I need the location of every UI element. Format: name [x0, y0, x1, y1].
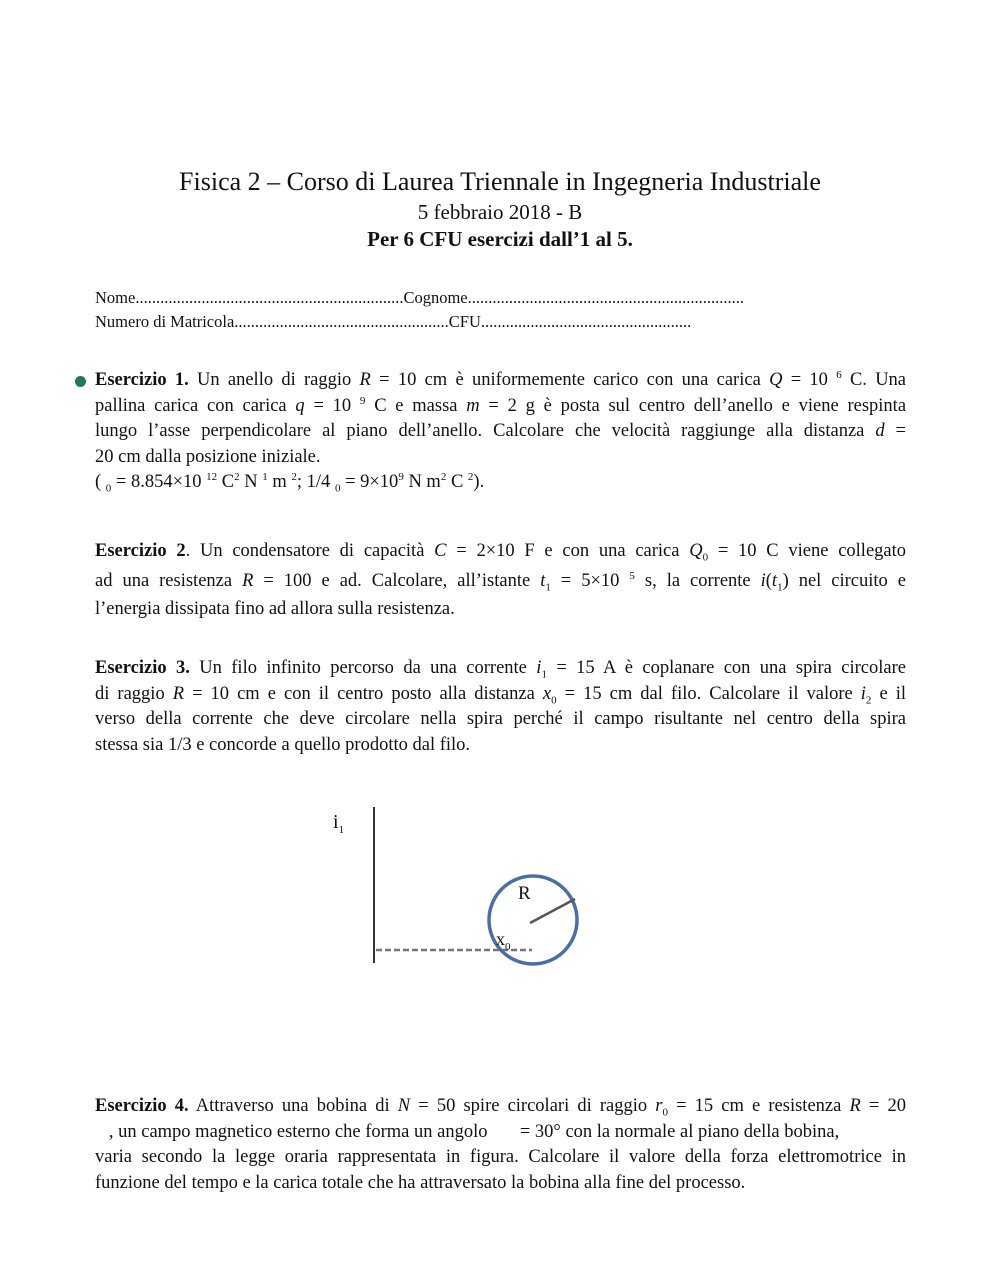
exam-date: 5 febbraio 2018 - B — [417, 200, 583, 224]
cfu-label: CFU — [448, 312, 481, 331]
wire-current-label: $i_1$ — [333, 811, 345, 836]
exercise-2 — [95, 536, 906, 622]
ex3-line-3: verso della corrente che deve circolare nella spira perché il campo risultante nel centro della spira — [95, 709, 906, 729]
matricola-label: Numero di Matricola — [95, 312, 235, 331]
page-title: Fisica 2 – Corso di Laurea Triennale in Ingegneria Industriale — [179, 167, 821, 196]
exercise-4 — [95, 1094, 906, 1196]
ex4-line-1: Esercizio 4. Attraverso una bobina di N = 50 spire circolari di raggio $r_0 = 15$ cm e resistenza R = 20 — [95, 1096, 906, 1119]
wire-loop-figure — [320, 795, 600, 980]
distance-label: $x_0$ — [496, 929, 511, 953]
cfu-note: Per 6 CFU esercizi dall’1 al 5. — [367, 227, 633, 251]
exercise-3 — [95, 656, 906, 758]
ex3-line-1: Esercizio 3. Un filo infinito percorso da una corrente $i_1 = 15$ A è coplanare con una spira circolare — [95, 658, 906, 681]
matricola-cfu-line — [95, 312, 691, 332]
ex2-line-2: ad una resistenza R = 100 e ad. Calcolare, all’istante $t_1 = 5\times 10$ $^5$ s, la corrente $i(t_1)$ nel circuito e — [95, 569, 906, 594]
ex3-line-2: di raggio R = 10 cm e con il centro posto alla distanza $x_0 = 15$ cm dal filo. Calcolare il valore $i_2$ e il — [95, 683, 906, 707]
matricola-field[interactable]: .................................................... — [234, 312, 449, 331]
ex4-line-4: funzione del tempo e la carica totale che ha attraversato la bobina alla fine del processo. — [95, 1172, 746, 1193]
ex2-line-1: Esercizio 2. Un condensatore di capacità C = 2×10 F e con una carica $Q_0 = 10$ C viene collegato — [95, 541, 907, 564]
bullet-icon — [75, 376, 86, 387]
radius-label: R — [518, 883, 531, 904]
ex1-line-3: lungo l’asse perpendicolare al piano dell’anello. Calcolare che velocità raggiunge alla distanza d = — [95, 421, 906, 441]
ex1-constants: ( $_0$ = 8.854×10 $^{12}$ $C^2$ N $^1$ m $^2$; 1/4 $_0 = 9\times 10^9$ N $m^2$ C $^2$). — [95, 470, 485, 495]
nome-field[interactable]: ................................................................. — [135, 288, 404, 307]
ex1-line-1: Esercizio 1. Un anello di raggio R = 10 cm è uniformemente carico con una carica Q = 10 $^6$ C. Una — [95, 368, 907, 390]
radius-line — [530, 899, 575, 923]
ex1-line-4: 20 cm dalla posizione iniziale. — [95, 446, 321, 467]
ex2-line-3: l’energia dissipata fino ad allora sulla resistenza. — [95, 599, 455, 619]
cfu-field[interactable]: ................................................... — [480, 312, 692, 331]
cognome-field[interactable]: ................................................................... — [467, 288, 744, 307]
ex4-line-2: , un campo magnetico esterno che forma un angolo = 30° con la normale al piano della bobina, — [95, 1121, 840, 1142]
ex3-line-4: stessa sia 1/3 e concorde a quello prodotto dal filo. — [95, 734, 471, 755]
exercise-1 — [95, 368, 906, 496]
nome-label: Nome — [95, 288, 136, 307]
cognome-label: Cognome — [403, 288, 468, 307]
ex1-line-2: pallina carica con carica q = 10 $^9$ C e massa m = 2 g è posta sul centro dell’anello e viene respinta — [95, 394, 907, 416]
name-surname-line — [95, 288, 744, 308]
ex4-line-3: varia secondo la legge oraria rappresentata in figura. Calcolare il valore della forza elettromotrice in — [95, 1147, 906, 1167]
